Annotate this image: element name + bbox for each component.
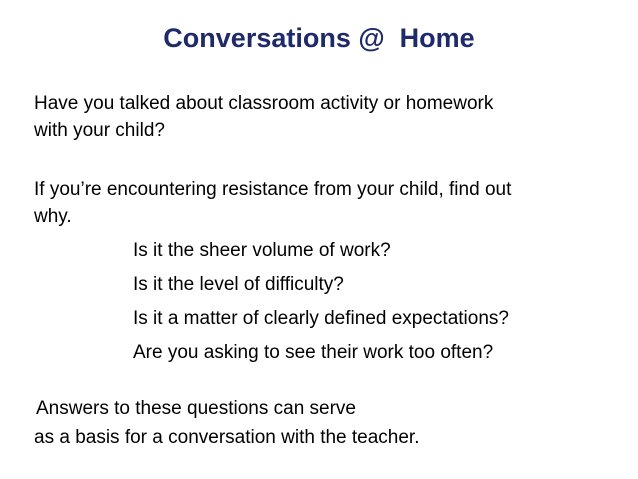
paragraph-line: with your child? (34, 120, 165, 141)
paragraph-resistance (34, 176, 511, 230)
closing-line-2: as a basis for a conversation with the teacher. (34, 427, 420, 448)
question-item: Is it a matter of clearly defined expectations? (133, 308, 509, 329)
paragraph-line: why. (34, 206, 72, 227)
question-item: Are you asking to see their work too often? (133, 342, 494, 363)
closing-line-1: Answers to these questions can serve (36, 398, 357, 419)
paragraph-line: Have you talked about classroom activity or homework (34, 93, 494, 114)
paragraph-classroom-activity (34, 90, 493, 144)
slide-title: Conversations @ Home (163, 23, 475, 53)
question-item: Is it the sheer volume of work? (133, 240, 391, 261)
paragraph-line: If you’re encountering resistance from your child, find out (34, 179, 512, 200)
question-item: Is it the level of difficulty? (133, 274, 344, 295)
